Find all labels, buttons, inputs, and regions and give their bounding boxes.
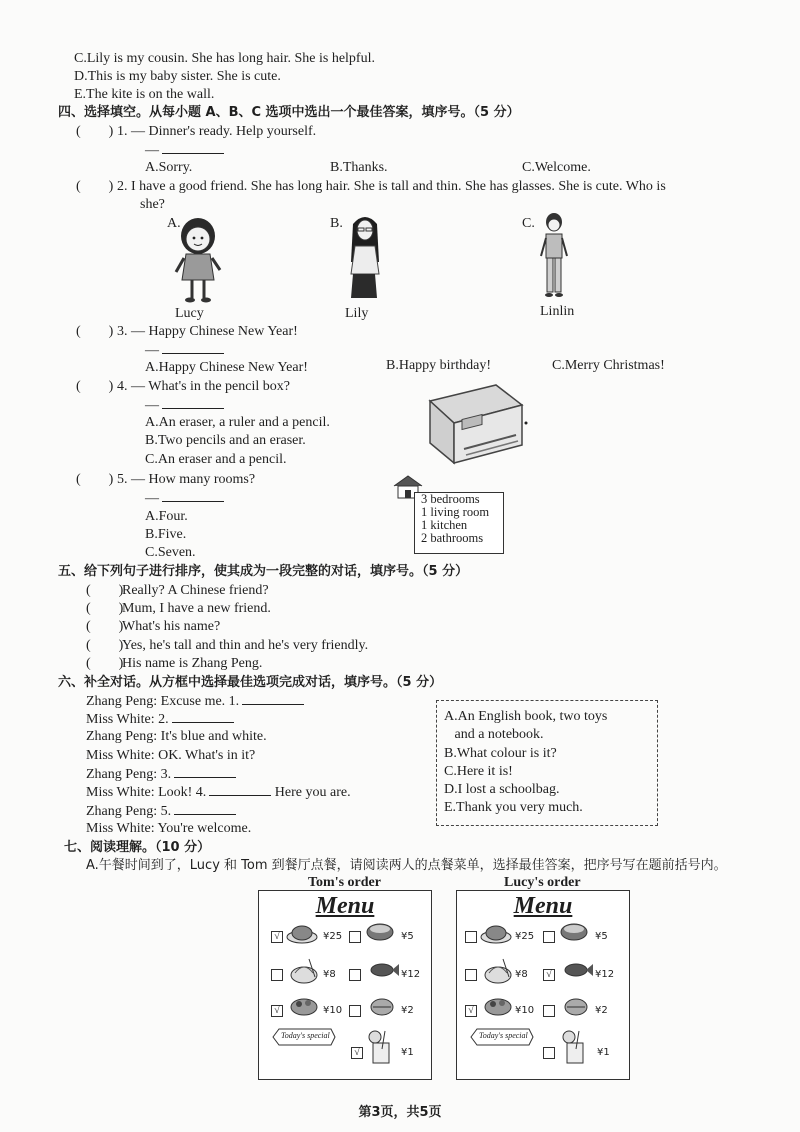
rooms-list-box [414,492,504,554]
price-salad: ¥10 [323,1005,343,1016]
fish-icon [369,961,399,979]
s5-paren[interactable]: ( ) [86,656,124,671]
lemon-drink-icon [367,1029,393,1065]
noodles-icon [289,957,319,985]
q4-question: 4. — What's in the pencil box? [117,379,290,394]
s6-dialog-line: Miss White: 2. [86,710,234,729]
s5-sentence: His name is Zhang Peng. [122,656,263,671]
page-footer: 第3页，共5页 [358,1105,442,1120]
lemon-drink-icon [561,1029,587,1065]
price-chicken: ¥25 [515,931,535,942]
q1-option-c: C.Welcome. [522,160,591,175]
q5-paren[interactable]: ( ) [76,472,114,487]
q4-answer-line: — [145,396,224,415]
pencil-box-illustration [424,383,528,467]
price-salad: ¥10 [515,1005,535,1016]
s5-sentence: Mum, I have a new friend. [122,601,271,616]
rooms-item: 1 living room [421,505,490,519]
q1-answer-line: — [145,141,224,160]
price-noodles: ¥8 [515,969,528,980]
tom-checkbox-bread[interactable] [349,1005,361,1017]
q2-question-cont: she? [140,197,165,212]
s6-option: C.Here it is! [444,764,513,779]
section-4-title: 四、选择填空。从每小题 A、B、C 选项中选出一个最佳答案，填序号。（5 分） [58,105,520,120]
price-drink: ¥1 [597,1047,610,1058]
menu-title: Menu [315,893,375,919]
s6-option: and a notebook. [444,727,544,742]
roast-chicken-icon [479,923,513,945]
todays-special-banner [469,1027,535,1047]
lucy-girl-illustration [172,214,224,304]
q5-option-a: A.Four. [145,509,188,524]
s5-paren[interactable]: ( ) [86,619,124,634]
prev-option-c: C.Lily is my cousin. She has long hair. She is helpful. [74,51,375,66]
tom-checkbox-soup[interactable] [349,931,361,943]
s5-sentence: What's his name? [122,619,221,634]
q4-option-b: B.Two pencils and an eraser. [145,433,306,448]
s7-intro: A.午餐时间到了，Lucy 和 Tom 到餐厅点餐，请阅读两人的点餐菜单，选择最佳答案，把序号写在题前括号内。 [86,858,727,873]
q2-label-c: C. [522,216,535,231]
q4-option-c: C.An eraser and a pencil. [145,452,287,467]
s5-sentence: Really? A Chinese friend? [122,583,269,598]
q3-answer-line: — [145,341,224,360]
prev-option-e: E.The kite is on the wall. [74,87,215,102]
price-fish: ¥12 [595,969,615,980]
q5-answer-line: — [145,489,224,508]
q3-option-b: B.Happy birthday! [386,358,491,373]
soup-bowl-icon [559,921,589,943]
section-7-title: 七、阅读理解。（10 分） [64,840,211,855]
lucy-menu [456,890,630,1080]
s6-options-box [436,700,658,826]
lily-girl-illustration [345,212,385,300]
q1-option-b: B.Thanks. [330,160,388,175]
tom-checkbox-drink[interactable]: √ [351,1047,363,1059]
lucy-checkbox-soup[interactable] [543,931,555,943]
tom-order-title: Tom's order [308,875,381,890]
menu-title: Menu [513,893,573,919]
section-6-title: 六、补全对话。从方框中选择最佳选项完成对话，填序号。（5 分） [58,675,443,690]
price-bread: ¥2 [595,1005,608,1016]
s5-paren[interactable]: ( ) [86,638,124,653]
q5-option-b: B.Five. [145,527,187,542]
section-5-title: 五、给下列句子进行排序，使其成为一段完整的对话，填序号。（5 分） [58,564,469,579]
price-soup: ¥5 [595,931,608,942]
lucy-checkbox-drink[interactable] [543,1047,555,1059]
q2-label-a: A. [167,216,181,231]
q5-option-c: C.Seven. [145,545,196,560]
lucy-checkbox-bread[interactable] [543,1005,555,1017]
todays-special-banner [271,1027,337,1047]
price-soup: ¥5 [401,931,414,942]
s6-option: A.An English book, two toys [444,709,608,724]
rooms-item: 1 kitchen [421,518,468,532]
price-chicken: ¥25 [323,931,343,942]
fish-icon [563,961,593,979]
q3-paren[interactable]: ( ) [76,324,114,339]
s5-paren[interactable]: ( ) [86,583,124,598]
s6-dialog-line: Zhang Peng: It's blue and white. [86,729,267,744]
q3-option-c: C.Merry Christmas! [552,358,665,373]
q1-option-a: A.Sorry. [145,160,193,175]
price-drink: ¥1 [401,1047,414,1058]
linlin-girl-illustration [537,210,571,302]
s6-option: B.What colour is it? [444,746,557,761]
s6-dialog-line: Zhang Peng: Excuse me. 1. [86,692,304,711]
price-fish: ¥12 [401,969,421,980]
tom-checkbox-fish[interactable] [349,969,361,981]
rooms-item: 2 bathrooms [421,531,484,545]
salad-bowl-icon [483,995,513,1017]
todays-special-label: Today's special [281,1031,330,1040]
s6-dialog-line: Miss White: Look! 4. Here you are. [86,785,351,800]
bread-icon [369,995,395,1017]
s6-dialog-line: Zhang Peng: 5. [86,802,236,821]
q2-name-lily: Lily [345,306,369,321]
q4-paren[interactable]: ( ) [76,379,114,394]
soup-bowl-icon [365,921,395,943]
lucy-order-title: Lucy's order [504,875,581,890]
bread-icon [563,995,589,1017]
s6-dialog-line: Miss White: OK. What's in it? [86,748,256,763]
q2-name-lucy: Lucy [175,306,204,321]
s6-option: E.Thank you very much. [444,800,583,815]
q2-name-linlin: Linlin [540,304,575,319]
s6-option: D.I lost a schoolbag. [444,782,560,797]
lucy-checkbox-noodles[interactable] [465,969,477,981]
salad-bowl-icon [289,995,319,1017]
tom-checkbox-noodles[interactable] [271,969,283,981]
q1-paren[interactable]: ( ) [76,124,114,139]
q2-question: 2. I have a good friend. She has long hair. She is tall and thin. She has glasses. She is cute. Who is [117,179,666,194]
s5-sentence: Yes, he's tall and thin and he's very friendly. [122,638,369,653]
tom-menu [258,890,432,1080]
q1-question: 1. — Dinner's ready. Help yourself. [117,124,317,139]
price-noodles: ¥8 [323,969,336,980]
q3-question: 3. — Happy Chinese New Year! [117,324,298,339]
tom-checkbox-salad[interactable]: √ [271,1005,283,1017]
noodles-icon [483,957,513,985]
lucy-checkbox-chicken[interactable] [465,931,477,943]
todays-special-label: Today's special [479,1031,528,1040]
q5-question: 5. — How many rooms? [117,472,256,487]
q2-paren[interactable]: ( ) [76,179,114,194]
q3-option-a: A.Happy Chinese New Year! [145,360,308,375]
s5-paren[interactable]: ( ) [86,601,124,616]
price-bread: ¥2 [401,1005,414,1016]
lucy-checkbox-fish[interactable]: √ [543,969,555,981]
q2-label-b: B. [330,216,343,231]
prev-option-d: D.This is my baby sister. She is cute. [74,69,281,84]
s6-dialog-line: Miss White: You're welcome. [86,821,252,836]
lucy-checkbox-salad[interactable]: √ [465,1005,477,1017]
roast-chicken-icon [285,923,319,945]
tom-checkbox-chicken[interactable]: √ [271,931,283,943]
s6-dialog-line: Zhang Peng: 3. [86,765,236,784]
q4-option-a: A.An eraser, a ruler and a pencil. [145,415,330,430]
rooms-item: 3 bedrooms [421,492,480,506]
